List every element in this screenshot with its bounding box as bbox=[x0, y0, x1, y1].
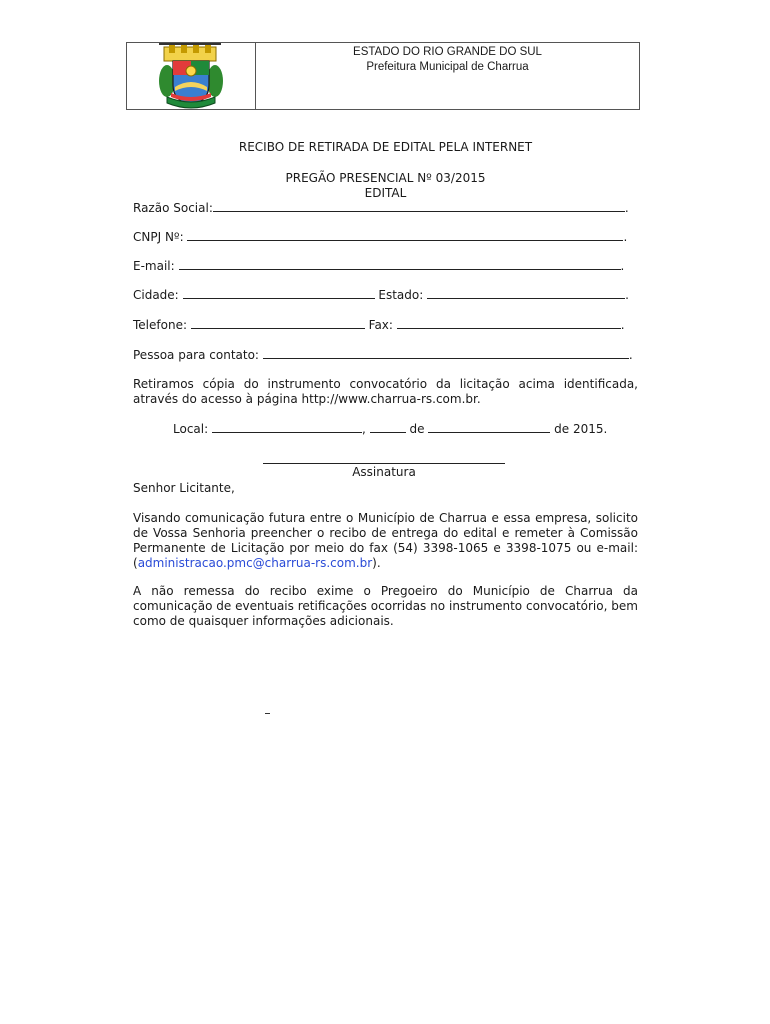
cnpj-field[interactable] bbox=[187, 230, 623, 241]
contato-label: Pessoa para contato: bbox=[133, 348, 259, 362]
contato-row bbox=[133, 348, 638, 363]
contact-end: ). bbox=[372, 556, 381, 570]
razao-social-label: Razão Social: bbox=[133, 201, 213, 215]
contato-field[interactable] bbox=[263, 348, 629, 359]
day-field[interactable] bbox=[370, 422, 406, 433]
email-label: E-mail: bbox=[133, 259, 175, 273]
estado-field[interactable] bbox=[427, 288, 625, 299]
end-mark: . bbox=[628, 348, 633, 362]
telefone-label: Telefone: bbox=[133, 318, 187, 332]
cidade-label: Cidade: bbox=[133, 288, 179, 302]
local-row bbox=[173, 422, 613, 437]
local-comma: , bbox=[361, 422, 366, 436]
estado-label: Estado: bbox=[378, 288, 424, 302]
end-mark: . bbox=[625, 288, 629, 302]
month-field[interactable] bbox=[428, 422, 550, 433]
razao-social-row bbox=[133, 201, 638, 216]
de-label: de bbox=[409, 422, 425, 436]
state-name: ESTADO DO RIO GRANDE DO SUL bbox=[353, 46, 542, 58]
fax-field[interactable] bbox=[397, 318, 621, 329]
pregao-number: PREGÃO PRESENCIAL Nº 03/2015 bbox=[285, 171, 486, 185]
email-row bbox=[133, 259, 638, 274]
razao-social-field[interactable] bbox=[213, 201, 625, 212]
local-field[interactable] bbox=[212, 422, 362, 433]
end-mark: . bbox=[624, 201, 629, 215]
signature-line bbox=[263, 463, 505, 464]
document-title: RECIBO DE RETIRADA DE EDITAL PELA INTERNET bbox=[238, 140, 533, 154]
edital-label: EDITAL bbox=[364, 186, 407, 200]
notice-paragraph: A não remessa do recibo exime o Pregoeiro do Município de Charrua da comunicação de eventuais retificações ocorridas no instrumento convocatório, bem como de quaisquer informações adicionais. bbox=[133, 584, 638, 628]
cidade-field[interactable] bbox=[183, 288, 375, 299]
local-label: Local: bbox=[173, 422, 209, 436]
municipality-name: Prefeitura Municipal de Charrua bbox=[366, 61, 529, 73]
cidade-estado-row bbox=[133, 288, 638, 303]
cnpj-label: CNPJ Nº: bbox=[133, 230, 184, 244]
telefone-fax-row bbox=[133, 318, 638, 333]
letterhead bbox=[126, 42, 640, 110]
salutation: Senhor Licitante, bbox=[133, 481, 235, 495]
coat-of-arms-icon bbox=[159, 43, 225, 111]
contact-paragraph bbox=[133, 511, 638, 571]
logo-cell bbox=[127, 43, 256, 109]
fax-label: Fax: bbox=[368, 318, 393, 332]
stray-mark bbox=[265, 713, 270, 714]
end-mark: . bbox=[620, 318, 625, 332]
signature-label: Assinatura bbox=[352, 465, 416, 479]
year-label: de 2015. bbox=[554, 422, 608, 436]
email-field[interactable] bbox=[179, 259, 621, 270]
retiramos-paragraph: Retiramos cópia do instrumento convocatório da licitação acima identificada, através do acesso à página http://www.charrua-rs.com.br. bbox=[133, 377, 638, 406]
contact-text: Visando comunicação futura entre o Município de Charrua e essa empresa, solicito de Vossa Senhoria preencher o recibo de entrega do edital e remeter à Comissão Permanente de Licitação por meio do fax (54) 3398-1065 e 3398-1075 ou e-mail:( bbox=[133, 511, 638, 570]
end-mark: . bbox=[623, 230, 628, 244]
letterhead-text bbox=[256, 43, 639, 109]
telefone-field[interactable] bbox=[191, 318, 365, 329]
cnpj-row bbox=[133, 230, 638, 245]
email-link[interactable]: administracao.pmc@charrua-rs.com.br bbox=[137, 556, 373, 570]
end-mark: . bbox=[620, 259, 625, 273]
